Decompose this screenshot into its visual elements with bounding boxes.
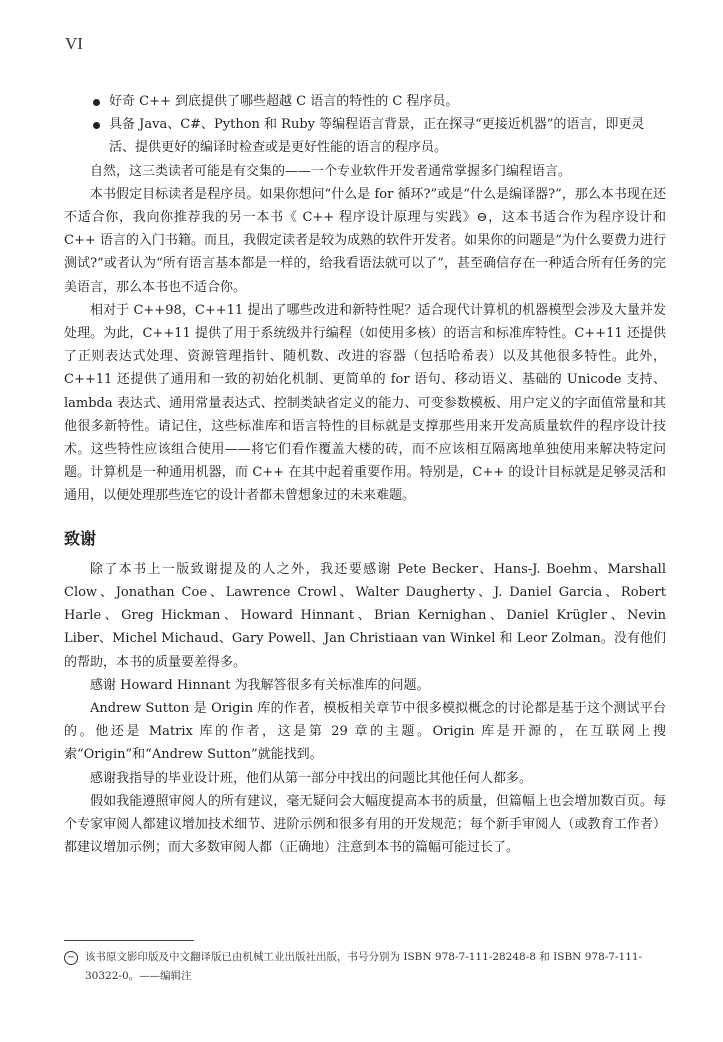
bullet-item xyxy=(64,90,666,113)
paragraph: 本书假定目标读者是程序员。如果你想问“什么是 for 循环?”或是“什么是编译器?”，那么本书现在还不适合你，我向你推荐我的另一本书《 C++ 程序设计原理与实践》⊖，这本书适合作为程序设计和 C++ 语言的入门书籍。而且，我假定读者是较为成熟的软件开发者。如果你的问题是“为什么要费力进行测试?”或者认为“所有语言基本都是一样的，给我看语法就可以了”，甚至确信存在一种适合所有任务的完美语言，那么本书也不适合你。 xyxy=(64,186,666,295)
paragraph: 感谢 Howard Hinnant 为我解答很多有关标准库的问题。 xyxy=(90,677,430,693)
bullet-text: 具备 Java、C#、Python 和 Ruby 等编程语言背景，正在探寻“更接近机器”的语言，即更灵活、提供更好的编译时检查或是更好性能的语言的程序员。 xyxy=(109,117,645,156)
paragraph: Andrew Sutton 是 Origin 库的作者，模板相关章节中很多模拟概念的讨论都是基于这个测试平台的。他还是 Matrix 库的作者，这是第 29 章的主题。Origin 库是开源的，在互联网上搜索“Origin”和“Andrew Sutton”就能找到。 xyxy=(64,701,666,763)
paragraph: 假如我能遵照审阅人的所有建议，毫无疑问会大幅度提高本书的质量，但篇幅上也会增加数百页。每个专家审阅人都建议增加技术细节、进阶示例和很多有用的开发规范；每个新手审阅人（或教育工作者）都建议增加示例；而大多数审阅人都（正确地）注意到本书的篇幅可能过长了。 xyxy=(64,793,666,856)
footnote-marker-icon: − xyxy=(64,951,78,965)
main-text xyxy=(64,90,666,860)
paragraph: 自然，这三类读者可能是有交集的——一个专业软件开发者通常掌握多门编程语言。 xyxy=(90,163,572,179)
paragraph: 除了本书上一版致谢提及的人之外，我还要感谢 Pete Becker、Hans-J. Boehm、Marshall Clow、Jonathan Coe、Lawrence Crowl、Walter Daugherty、J. Daniel Garcia、Robert Harle、Greg Hickman、Howard Hinnant、Brian Kernighan、Daniel Krügler、Nevin Liber、Michel Michaud、Gary Powell、Jan Christiaan van Winkel 和 Leor Zolman。没有他们的帮助，本书的质量要差得多。 xyxy=(64,561,666,670)
paragraph: 感谢我指导的毕业设计班，他们从第一部分中找出的问题比其他任何人都多。 xyxy=(90,770,533,786)
bullet-text: 好奇 C++ 到底提供了哪些超越 C 语言的特性的 C 程序员。 xyxy=(109,94,459,109)
page-number: VI xyxy=(65,34,83,53)
footnote-text: 该书原文影印版及中文翻译版已由机械工业出版社出版，书号分别为 ISBN 978-7-111-28248-8 和 ISBN 978-7-111-30322-0。——编辑注 xyxy=(85,951,643,982)
bullet-dot-icon xyxy=(93,99,100,106)
paragraph: 相对于 C++98，C++11 提出了哪些改进和新特性呢？适合现代计算机的机器模型会涉及大量并发处理。为此，C++11 提供了用于系统级并行编程（如使用多核）的语言和标准库特性。C++11 还提供了正则表达式处理、资源管理指针、随机数、改进的容器（包括哈希表）以及其他很多特性。此外，C++11 还提供了通用和一致的初始化机制、更简单的 for 语句、移动语义、基础的 Unicode 支持、lambda 表达式、通用常量表达式、控制类缺省定义的能力、可变参数模板、用户定义的字面值常量和其他很多新特性。请记住，这些标准库和语言特性的目标就是支撑那些用来开发高质量软件的程序设计技术。这些特性应该组合使用——将它们看作覆盖大楼的砖，而不应该相互隔离地单独使用来解决特定问题。计算机是一种通用机器，而 C++ 在其中起着重要作用。特别是，C++ 的设计目标就是足够灵活和通用，以便处理那些连它的设计者都未曾想象过的未来难题。 xyxy=(64,302,666,504)
footnote xyxy=(64,948,664,986)
bullet-item xyxy=(64,113,666,159)
section-heading-acknowledgements: 致谢 xyxy=(64,528,97,548)
footnote-divider xyxy=(64,940,194,941)
